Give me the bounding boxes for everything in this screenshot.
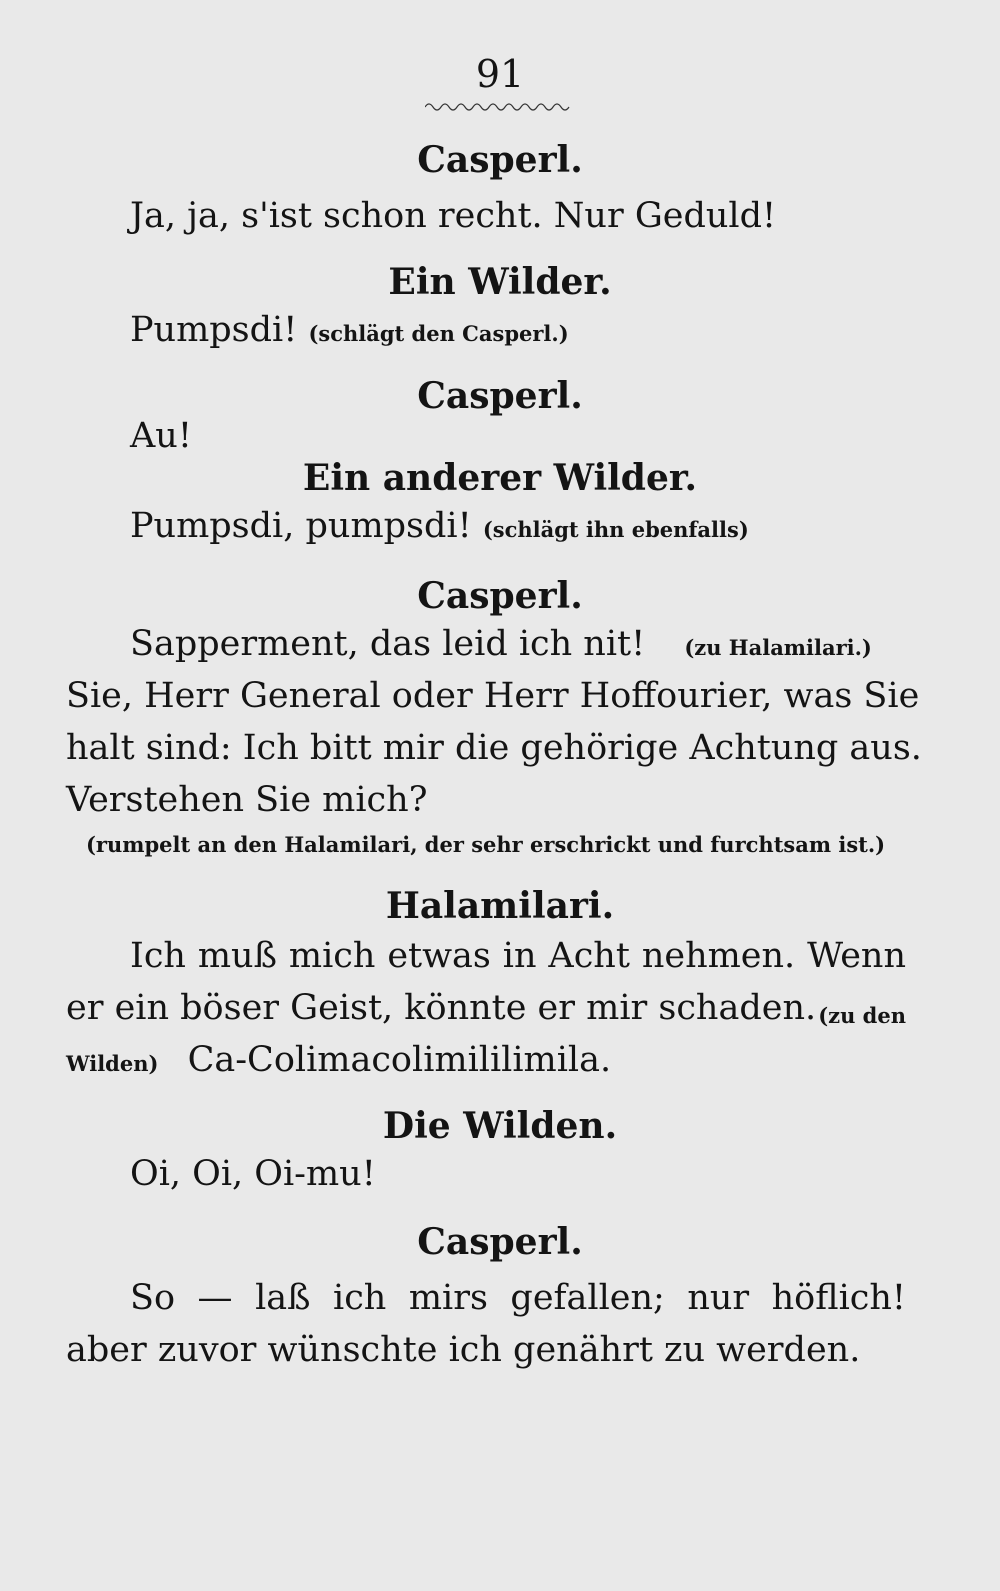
speaker-die-wilden: Die Wilden. (382, 1105, 618, 1147)
dialogue-line: Verstehen Sie mich? (66, 780, 428, 820)
dialogue-line (66, 1040, 611, 1084)
dialogue-line: Ich muß mich etwas in Acht nehmen. Wenn (130, 936, 906, 976)
dialogue-line: Au! (130, 416, 192, 456)
stage-direction: (zu Halamilari.) (684, 635, 872, 660)
speaker-casperl: Casperl. (417, 139, 583, 181)
wavy-rule-ornament (425, 100, 575, 114)
dialogue-line (66, 988, 906, 1028)
dialogue-line: aber zuvor wünschte ich genährt zu werden. (66, 1330, 861, 1370)
stage-direction: Wilden) (66, 1051, 159, 1076)
dialogue-text: Pumpsdi, pumpsdi! (130, 506, 472, 546)
speaker-ein-anderer-wilder: Ein anderer Wilder. (302, 457, 698, 499)
dialogue-line: halt sind: Ich bitt mir die gehörige Achtung aus. (66, 728, 922, 768)
speaker-ein-wilder: Ein Wilder. (388, 261, 612, 303)
dialogue-line: Sie, Herr General oder Herr Hoffourier, was Sie (66, 676, 920, 716)
dialogue-line (130, 506, 749, 550)
stage-direction: (schlägt ihn ebenfalls) (482, 517, 749, 542)
dialogue-line: Ja, ja, s'ist schon recht. Nur Geduld! (130, 196, 777, 236)
stage-direction: (zu den (818, 1003, 906, 1028)
speaker-casperl: Casperl. (417, 1221, 583, 1263)
speaker-casperl: Casperl. (417, 375, 583, 417)
dialogue-text: Ca-Colimacolimililimila. (187, 1040, 612, 1080)
speaker-casperl: Casperl. (417, 575, 583, 617)
page-number: 91 (475, 52, 525, 96)
dialogue-line: So — laß ich mirs gefallen; nur höflich! (130, 1278, 906, 1318)
dialogue-text: er ein böser Geist, könnte er mir schaden. (66, 988, 817, 1028)
stage-direction: (rumpelt an den Halamilari, der sehr erschrickt und furchtsam ist.) (86, 832, 886, 857)
dialogue-line: Oi, Oi, Oi-mu! (130, 1154, 376, 1194)
dialogue-line (130, 624, 872, 668)
speaker-halamilari: Halamilari. (385, 885, 615, 927)
stage-direction: (schlägt den Casperl.) (308, 321, 569, 346)
dialogue-text: Pumpsdi! (130, 310, 298, 350)
dialogue-line (130, 310, 569, 354)
dialogue-text: Sapperment, das leid ich nit! (130, 624, 646, 664)
